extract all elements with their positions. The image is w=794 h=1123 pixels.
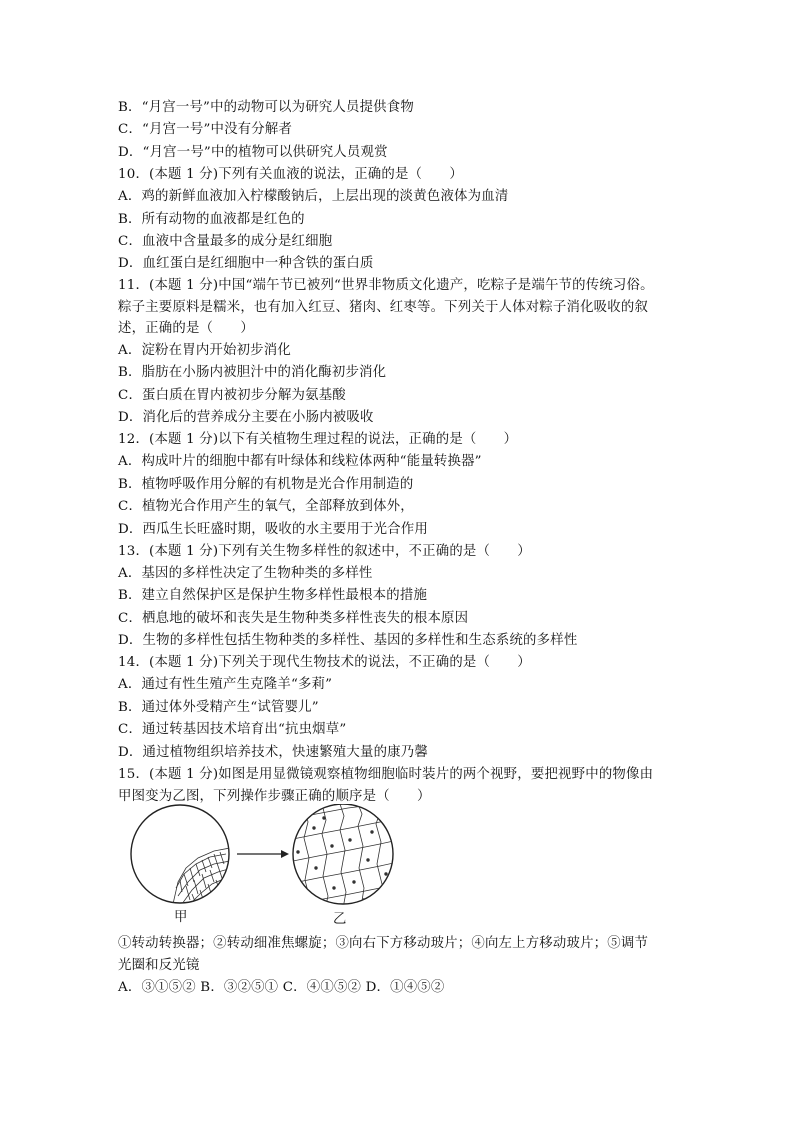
text-line: 光圈和反光镜 (118, 958, 200, 973)
text-line: C．植物光合作用产生的氧气，全部释放到体外， (118, 499, 414, 514)
arrow-head-icon (281, 850, 289, 858)
text-line: B．所有动物的血液都是红色的 (118, 212, 305, 227)
question-14: 14．(本题 1 分)下列关于现代生物技术的说法，不正确的是（ ） (118, 655, 531, 670)
text-line: D．血红蛋白是红细胞中一种含铁的蛋白质 (118, 256, 374, 271)
text-line: D．“月宫一号”中的植物可以供研究人员观赏 (118, 145, 388, 160)
text-line: 粽子主要原料是糯米，也有加入红豆、猪肉、红枣等。下列关于人体对粽子消化吸收的叙 (118, 300, 649, 315)
text-line: A．鸡的新鲜血液加入柠檬酸钠后，上层出现的淡黄色液体为血清 (118, 189, 509, 204)
question-11: 11．(本题 1 分)中国“端午节已被列“世界非物质文化遗产，吃粽子是端午节的传统习俗。 (118, 278, 654, 293)
microscope-figure (118, 804, 418, 930)
text-line: C．蛋白质在胃内被初步分解为氨基酸 (118, 388, 346, 403)
text-line: A．构成叶片的细胞中都有叶绿体和线粒体两种“能量转换器” (118, 454, 482, 469)
text-line: B．建立自然保护区是保护生物多样性最根本的措施 (118, 588, 428, 603)
text-line: ①转动转换器；②转动细准焦螺旋；③向右下方移动玻片；④向左上方移动玻片；⑤调节 (118, 936, 649, 951)
question-15: 15．(本题 1 分)如图是用显微镜观察植物细胞临时装片的两个视野，要把视野中的物像由 (118, 767, 654, 782)
text-line: C．栖息地的破坏和丧失是生物种类多样性丧失的根本原因 (118, 611, 469, 626)
figure-label-left: 甲 (174, 910, 188, 925)
text-line: 述，正确的是（ ） (118, 321, 254, 336)
microscope-views-illustration (118, 804, 418, 930)
text-line: A．基因的多样性决定了生物种类的多样性 (118, 566, 373, 581)
text-line: D．消化后的营养成分主要在小肠内被吸收 (118, 410, 374, 425)
question-10: 10．(本题 1 分)下列有关血液的说法，正确的是（ ） (118, 167, 463, 182)
text-line: 甲图变为乙图，下列操作步骤正确的顺序是（ ） (118, 789, 431, 804)
text-line: B．植物呼吸作用分解的有机物是光合作用制造的 (118, 477, 414, 492)
text-line: C．“月宫一号”中没有分解者 (118, 122, 293, 137)
text-line: A．淀粉在胃内开始初步消化 (118, 343, 291, 358)
text-line: B．脂肪在小肠内被胆汁中的消化酶初步消化 (118, 365, 387, 380)
text-line: C．血液中含量最多的成分是红细胞 (118, 234, 333, 249)
figure-label-right: 乙 (333, 912, 347, 927)
text-line: B．通过体外受精产生“试管婴儿” (118, 700, 319, 715)
text-line: D．西瓜生长旺盛时期，吸收的水主要用于光合作用 (118, 522, 428, 537)
question-13: 13．(本题 1 分)下列有关生物多样性的叙述中，不正确的是（ ） (118, 544, 531, 559)
answer-options: A．③①⑤② B．③②⑤① C．④①⑤② D．①④⑤② (118, 980, 445, 995)
text-line: A．通过有性生殖产生克隆羊“多莉” (118, 677, 333, 692)
question-12: 12．(本题 1 分)以下有关植物生理过程的说法，正确的是（ ） (118, 432, 518, 447)
text-line: B．“月宫一号”中的动物可以为研究人员提供食物 (118, 100, 414, 115)
text-line: C．通过转基因技术培育出“抗虫烟草” (118, 722, 347, 737)
text-line: D．通过植物组织培养技术，快速繁殖大量的康乃馨 (118, 745, 428, 760)
text-line: D．生物的多样性包括生物种类的多样性、基因的多样性和生态系统的多样性 (118, 633, 578, 648)
